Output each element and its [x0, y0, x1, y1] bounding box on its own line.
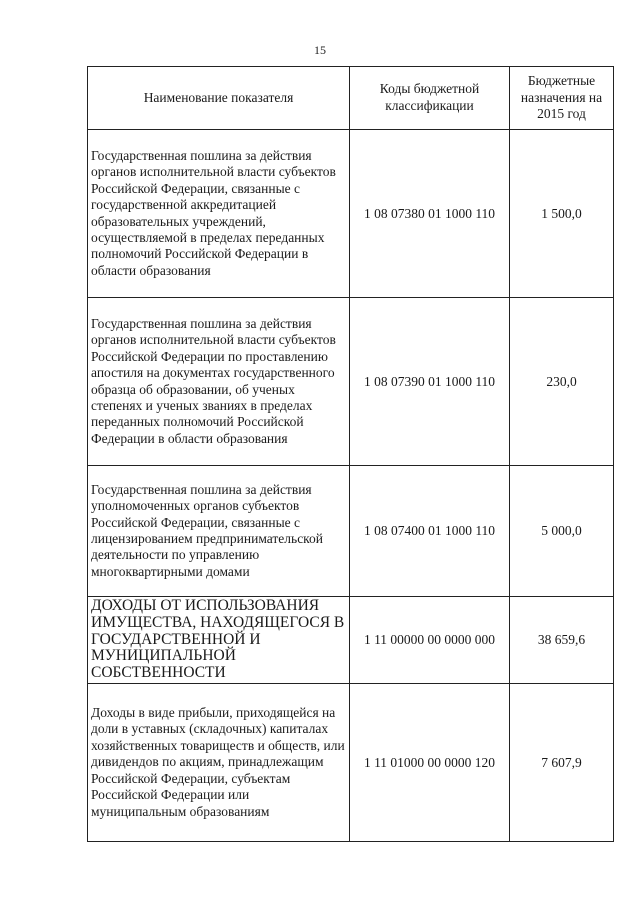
table-header-row: [88, 67, 614, 130]
row-value: 230,0: [510, 298, 614, 466]
header-budget-value: Бюджетные назначения на 2015 год: [510, 67, 614, 130]
row-name: Государственная пошлина за действия органов исполнительной власти субъектов Российской Федерации по проставлению апостиля на документах государственного образца об образовании, об ученых степенях и ученых званиях в пределах переданных полномочий Российской Федерации в области образования: [88, 298, 350, 466]
budget-table: [87, 66, 614, 842]
page-number: 15: [314, 43, 326, 57]
table-row: [88, 466, 614, 597]
table-row: [88, 298, 614, 466]
row-name: Доходы в виде прибыли, приходящейся на доли в уставных (складочных) капиталах хозяйственных товариществ и обществ, или дивидендов по акциям, принадлежащим Российской Федерации, субъектам Российской Федерации или муниципальным образованиям: [88, 684, 350, 842]
header-indicator-name: Наименование показателя: [88, 67, 350, 130]
row-code: 1 11 01000 00 0000 120: [350, 684, 510, 842]
row-value: 5 000,0: [510, 466, 614, 597]
section-value: 38 659,6: [510, 597, 614, 684]
table-row: [88, 130, 614, 298]
row-value: 7 607,9: [510, 684, 614, 842]
table-row: [88, 684, 614, 842]
table-section-row: [88, 597, 614, 684]
section-code: 1 11 00000 00 0000 000: [350, 597, 510, 684]
row-name: Государственная пошлина за действия органов исполнительной власти субъектов Российской Федерации, связанные с государственной аккредитацией образовательных учреждений, осуществляемой в пределах переданных полномочий Российской Федерации в области образования: [88, 130, 350, 298]
row-code: 1 08 07400 01 1000 110: [350, 466, 510, 597]
section-name: ДОХОДЫ ОТ ИСПОЛЬЗОВАНИЯ ИМУЩЕСТВА, НАХОДЯЩЕГОСЯ В ГОСУДАРСТВЕННОЙ И МУНИЦИПАЛЬНОЙ СОБСТВЕННОСТИ: [88, 597, 350, 684]
row-code: 1 08 07380 01 1000 110: [350, 130, 510, 298]
row-code: 1 08 07390 01 1000 110: [350, 298, 510, 466]
row-value: 1 500,0: [510, 130, 614, 298]
row-name: Государственная пошлина за действия уполномоченных органов субъектов Российской Федерации, связанные с лицензированием предпринимательской деятельности по управлению многоквартирными домами: [88, 466, 350, 597]
header-budget-code: Коды бюджетной классификации: [350, 67, 510, 130]
